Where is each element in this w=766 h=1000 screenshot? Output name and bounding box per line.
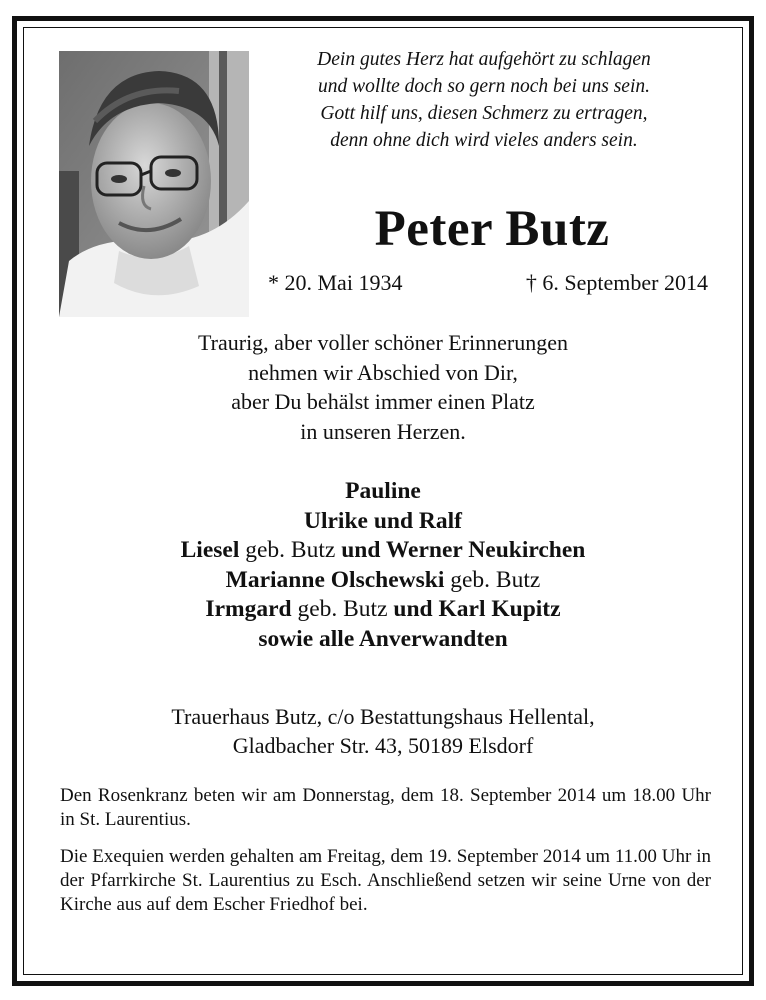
condolence-text <box>40 328 726 446</box>
mourner-line: Ulrike und Ralf <box>304 507 462 534</box>
poem-line: denn ohne dich wird vieles anders sein. <box>330 130 638 151</box>
mourner-line: Pauline <box>345 478 421 504</box>
poem-line: und wollte doch so gern noch bei uns sein. <box>317 76 650 97</box>
mourner-name: Irmgard <box>205 596 292 622</box>
maiden-name: geb. Butz <box>444 566 541 593</box>
mourner-partner: und Karl Kupitz <box>393 596 561 622</box>
poem-line: Gott hilf uns, diesen Schmerz zu ertragen, <box>320 103 648 124</box>
mourner-partner: und Werner Neukirchen <box>341 537 586 563</box>
rosary-notice: Den Rosenkranz beten wir am Donnerstag, dem 18. September 2014 um 18.00 Uhr in St. Laurentius. <box>60 785 711 830</box>
maiden-name: geb. Butz <box>291 596 394 622</box>
mourner-line: sowie alle Anverwandten <box>258 625 508 652</box>
mourner-line <box>40 536 726 566</box>
condolence-line: Traurig, aber voller schöner Erinnerungen <box>197 330 568 355</box>
mourner-name: Marianne Olschewski <box>225 566 445 593</box>
portrait-photo <box>59 51 249 317</box>
birth-date: * 20. Mai 1934 <box>268 270 403 295</box>
poem <box>262 46 706 154</box>
mourner-line <box>40 566 726 596</box>
maiden-name: geb. Butz <box>239 537 342 563</box>
mourning-address <box>40 702 726 760</box>
funeral-notice: Die Exequien werden gehalten am Freitag, dem 19. September 2014 um 11.00 Uhr in der Pfarrkirche St. Laurentius zu Esch. Anschließend setzen wir seine Urne von der Kirche aus auf dem Escher Friedhof bei. <box>60 846 711 915</box>
mourner-name: Liesel <box>180 537 240 563</box>
death-date: † 6. September 2014 <box>525 270 708 295</box>
condolence-line: nehmen wir Abschied von Dir, <box>248 359 518 385</box>
condolence-line: in unseren Herzen. <box>300 418 466 444</box>
mourner-line <box>40 595 726 625</box>
poem-line: Dein gutes Herz hat aufgehört zu schlagen <box>317 49 651 70</box>
address-line: Gladbacher Str. 43, 50189 Elsdorf <box>232 733 534 758</box>
condolence-line: aber Du behälst immer einen Platz <box>231 389 535 414</box>
mourners-list <box>40 477 726 654</box>
address-line: Trauerhaus Butz, c/o Bestattungshaus Hellental, <box>171 704 595 729</box>
deceased-name: Peter Butz <box>374 201 610 257</box>
